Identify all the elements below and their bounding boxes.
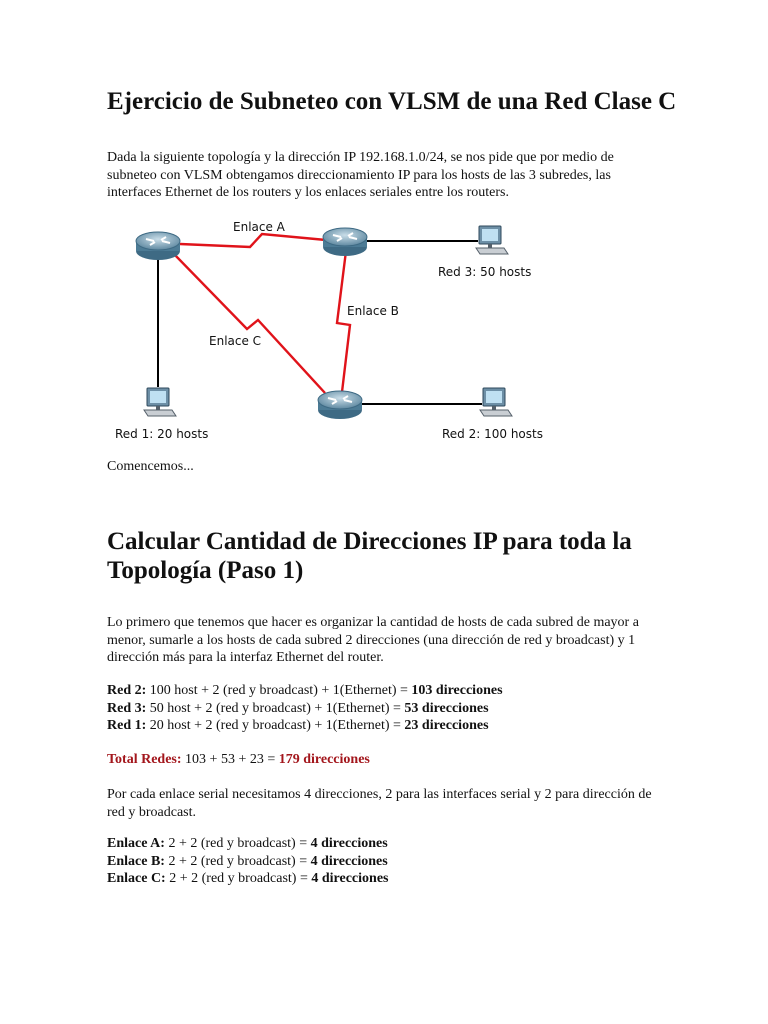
calc-row-red3: [107, 700, 503, 718]
link-calculations: [107, 835, 388, 888]
total-redes-row: [107, 751, 370, 769]
serial-link-c: [174, 254, 325, 393]
label-enlace-c: Enlace C: [209, 334, 262, 348]
calc-row-red1: [107, 717, 503, 735]
label-enlace-a: Enlace A: [233, 220, 285, 234]
calc-result: 4 direcciones: [310, 853, 388, 869]
calc-row-enlace-b: [107, 853, 388, 871]
total-formula: 103 + 53 + 23 =: [181, 752, 279, 767]
subnet-calculations: [107, 682, 503, 735]
calc-formula: 50 host + 2 (red y broadcast) + 1(Ethernet) =: [146, 700, 405, 716]
label-red3: Red 3: 50 hosts: [438, 265, 532, 279]
total-label: Total Redes:: [107, 752, 182, 767]
total-result: 179 direcciones: [278, 752, 370, 767]
calc-formula: 2 + 2 (red y broadcast) =: [165, 871, 312, 886]
label-red2: Red 2: 100 hosts: [442, 427, 543, 441]
calc-row-red2: [107, 682, 503, 700]
section-title: Calcular Cantidad de Direcciones IP para toda la Topología (Paso 1): [107, 528, 632, 584]
router-2-icon: [323, 228, 367, 256]
router-3-icon: [318, 391, 362, 419]
calc-label: Red 1:: [107, 718, 147, 733]
calc-result: 23 direcciones: [404, 718, 489, 733]
pc-red2-icon: [480, 388, 512, 416]
intro-paragraph: Dada la siguiente topología y la dirección IP 192.168.1.0/24, se nos pide que por medio de subneteo con VLSM obtengamos direccionamiento IP para los hosts de las 3 subredes, las interfaces Ethernet de los routers y los enlaces seriales entre los routers.: [107, 150, 614, 200]
label-enlace-b: Enlace B: [347, 304, 399, 318]
calc-label: Red 3:: [107, 700, 147, 716]
calc-formula: 2 + 2 (red y broadcast) =: [164, 836, 311, 851]
comencemos-text: Comencemos...: [107, 459, 194, 474]
calc-label: Enlace A:: [107, 836, 165, 851]
calc-row-enlace-c: [107, 870, 388, 888]
calc-row-enlace-a: [107, 835, 388, 853]
calc-formula: 100 host + 2 (red y broadcast) + 1(Ethernet) =: [146, 683, 412, 698]
calc-label: Enlace B:: [107, 853, 165, 869]
calc-formula: 2 + 2 (red y broadcast) =: [164, 853, 311, 869]
calc-formula: 20 host + 2 (red y broadcast) + 1(Ethernet) =: [146, 718, 405, 733]
label-red1: Red 1: 20 hosts: [115, 427, 209, 441]
serial-link-b: [337, 251, 350, 392]
pc-red1-icon: [144, 388, 176, 416]
pc-red3-icon: [476, 226, 508, 254]
serial-link-a: [180, 234, 326, 247]
serial-paragraph: Por cada enlace serial necesitamos 4 direcciones, 2 para las interfaces serial y 2 para dirección de red y broadcast.: [107, 787, 652, 820]
calc-result: 103 direcciones: [411, 683, 503, 698]
calc-label: Red 2:: [107, 683, 147, 698]
calc-label: Enlace C:: [107, 871, 166, 886]
calc-result: 53 direcciones: [404, 700, 489, 716]
router-1-icon: [136, 232, 180, 260]
step1-paragraph: Lo primero que tenemos que hacer es organizar la cantidad de hosts de cada subred de mayor a menor, sumarle a los hosts de cada subred 2 direcciones (una dirección de red y broadcast) y 1 dirección más para la interfaz Ethernet del router.: [107, 615, 639, 665]
calc-result: 4 direcciones: [311, 871, 389, 886]
document-title: Ejercicio de Subneteo con VLSM de una Red Clase C: [107, 88, 677, 115]
calc-result: 4 direcciones: [310, 836, 388, 851]
